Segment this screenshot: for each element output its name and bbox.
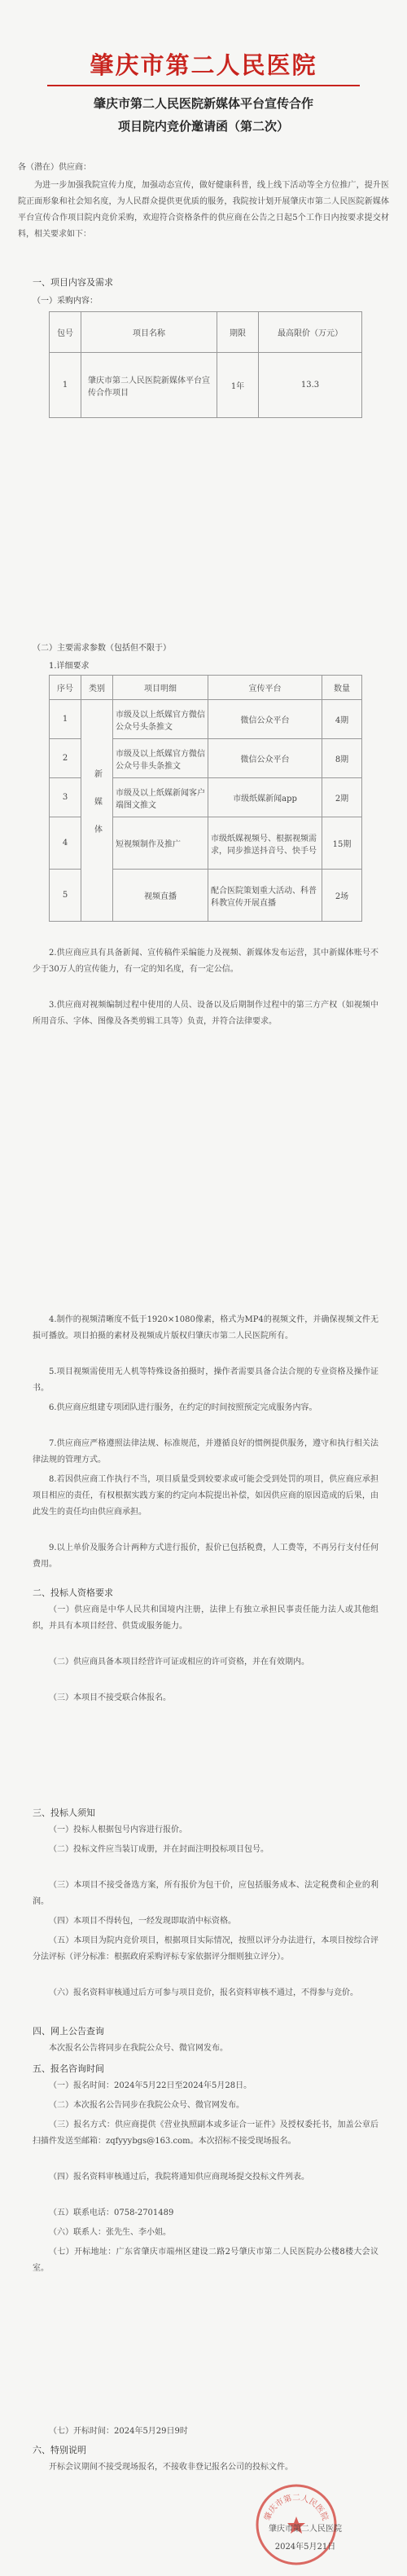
t2-header: 类别 bbox=[81, 676, 113, 700]
registration-publish: （二）本次报名公告同步在我院公众号、微官网发布。 bbox=[49, 2101, 244, 2110]
table-row bbox=[50, 353, 362, 418]
detail-label: 1.详细要求 bbox=[49, 662, 90, 671]
section1-sub2: （二）主要需求参数（包括但不限于） bbox=[33, 644, 171, 653]
requirement-9: 9.以上单价及服务合计两种方式进行报价，报价已包括税费，人工费等，不再另行支付任何费用。 bbox=[33, 1543, 379, 1569]
opening-address: （七）开标地址：广东省肇庆市端州区建设二路2号肇庆市第二人民医院办公楼8楼大会议室。 bbox=[33, 2248, 379, 2273]
requirements-table bbox=[49, 675, 362, 922]
section5-heading: 五、报名咨询时间 bbox=[33, 2063, 104, 2074]
blank-area bbox=[0, 2282, 407, 2420]
section4-heading: 四、网上公告查询 bbox=[33, 2026, 104, 2037]
t2-header: 项目明细 bbox=[113, 676, 208, 700]
requirement-4: 4.制作的视频清晰度不低于1920×1080像素，格式为MP4的视频文件，并确保视频文件无损可播放。项目拍摄的素材及视频成片版权归肇庆市第二人民医院所有。 bbox=[33, 1315, 379, 1341]
t2-header: 序号 bbox=[50, 676, 81, 700]
t1-header: 包号 bbox=[50, 312, 81, 353]
t1-header: 最高限价（万元） bbox=[259, 312, 362, 353]
signature-org: 肇庆市第二人民医院 bbox=[269, 2525, 342, 2534]
requirement-5: 5.项目视频需使用无人机等特殊设备拍摄时，操作者需要具备合法合规的专业资格及操作证书。 bbox=[33, 1367, 379, 1393]
doc-title-line1: 肇庆市第二人民医院新媒体平台宣传合作 bbox=[93, 96, 313, 111]
t2-cell: 市级及以上纸媒新闻客户端图文推文 bbox=[113, 778, 208, 817]
doc-title-line2: 项目院内竞价邀请函（第二次） bbox=[117, 119, 289, 134]
blank-area bbox=[0, 1711, 407, 1801]
t2-cell: 微信公众平台 bbox=[208, 739, 322, 778]
section6-heading: 六、特别说明 bbox=[33, 2445, 86, 2455]
t2-cell: 3 bbox=[50, 778, 81, 817]
section1-sub1: （一）采购内容： bbox=[33, 297, 98, 306]
requirement-8: 8.若因供应商工作执行不当，项目质量受到较要求或可能会受到处罚的项目，供应商应承担项目相应的责任，有权根据实践方案的约定向本院提出补偿，如因供应商的原因造成的后果，由此发生的责任均由供应商承担。 bbox=[33, 1475, 379, 1517]
opening-time: （七）开标时间：2024年5月29日9时 bbox=[49, 2427, 188, 2436]
notice-3: （三）本项目不接受备选方案，所有报价为包干价，应包括服务成本、法定税费和企业的利润。 bbox=[33, 1881, 379, 1906]
t2-cell: 15期 bbox=[322, 817, 362, 870]
qualification-3: （三）本项目不接受联合体报名。 bbox=[49, 1693, 171, 1702]
section6-text: 开标会议期间不接受现场报名，不接收非登记报名公司的投标文件。 bbox=[49, 2463, 293, 2472]
registration-method: （三）报名方式：供应商提供《营业执照副本或多证合一证件》及授权委托书，加盖公章后扫描件发送至邮箱：zqfyyybgs@163.com。本次招标不接受现场报名。 bbox=[33, 2120, 379, 2146]
t2-cell: 2 bbox=[50, 739, 81, 778]
qualification-1: （一）供应商是中华人民共和国境内注册，法律上有独立承担民事责任能力法人或其他组织，并具有本项目经营、供货或服务能力。 bbox=[33, 1605, 379, 1631]
blank-area bbox=[0, 424, 407, 627]
t2-cell: 短视频制作及推广 bbox=[113, 817, 208, 870]
t2-cell: 市级纸媒视频号、根据视频需求，同步推送抖音号、快手号 bbox=[208, 817, 322, 870]
t2-cell: 微信公众平台 bbox=[208, 700, 322, 739]
t2-cell: 5 bbox=[50, 870, 81, 922]
salutation: 各（潜在）供应商： bbox=[18, 163, 91, 172]
t2-cell: 2场 bbox=[322, 870, 362, 922]
section3-heading: 三、投标人须知 bbox=[33, 1808, 95, 1818]
procurement-table bbox=[49, 311, 362, 418]
qualification-2: （二）供应商具备本项目经营许可证或相应的许可资格，并在有效期内。 bbox=[49, 1658, 309, 1667]
t1-header: 项目名称 bbox=[81, 312, 217, 353]
requirement-7: 7.供应商应严格遵照法律法规、标准规范，并遵循良好的惯例提供服务，遵守和执行相关法律法规的管理方式。 bbox=[33, 1439, 379, 1464]
t2-header: 宣传平台 bbox=[208, 676, 322, 700]
letterhead: 肇庆市第二人民医院 bbox=[90, 51, 317, 79]
registration-review: （四）报名资料审核通过后，我院将通知供应商现场提交投标文件列表。 bbox=[49, 2173, 309, 2182]
table-row bbox=[50, 700, 362, 739]
t1-cell: 13.3 bbox=[259, 353, 362, 418]
section4-text: 本次报名公告将同步在我院公众号、微官网发布。 bbox=[49, 2044, 228, 2053]
notice-2: （二）投标文件应当装订成册，并在封面注明投标项目包号。 bbox=[49, 1845, 269, 1854]
signature-date: 2024年5月21日 bbox=[274, 2543, 336, 2552]
intro-paragraph: 为进一步加强我院宣传力度，加强动态宣传，做好健康科普，线上线下活动等全方位推广，提升医院正面形象和社会知名度，为人民群众提供更优质的服务，我院按计划开展肇庆市第二人民医院新媒体平台宣传合作项目院内竞价采购，欢迎符合资格条件的供应商在公告之日起5个工作日内按要求提交材料，相关要求如下： bbox=[18, 181, 389, 239]
letterhead-rule bbox=[47, 85, 360, 86]
registration-time: （一）报名时间：2024年5月22日至2024年5月28日。 bbox=[49, 2081, 252, 2090]
t2-cell: 市级及以上纸媒官方微信公众号非头条推文 bbox=[113, 739, 208, 778]
contact-person: （六）联系人：张先生、李小姐。 bbox=[49, 2228, 171, 2237]
t2-cell: 市级纸媒新闻app bbox=[208, 778, 322, 817]
t2-cell: 4期 bbox=[322, 700, 362, 739]
requirement-6: 6.供应商应组建专项团队进行服务，在约定的时间按照预定完成服务内容。 bbox=[49, 1403, 317, 1412]
notice-5: （五）本项目为院内竞价项目，根据项目实际情况，按照以评分办法进行，本项目按综合评分法评标（评分标准：根据政府采购评标专家依据评分细则独立评分）。 bbox=[33, 1936, 379, 1962]
t2-header: 数量 bbox=[322, 676, 362, 700]
notice-6: （六）报名资料审核通过后方可参与项目竞价，报名资料审核不通过，不得参与竞价。 bbox=[49, 1988, 358, 1997]
t2-cell: 市级及以上纸媒官方微信公众号头条推文 bbox=[113, 700, 208, 739]
t2-cell: 2期 bbox=[322, 778, 362, 817]
t1-cell: 肇庆市第二人民医院新媒体平台宣传合作项目 bbox=[81, 353, 217, 418]
t1-header: 期限 bbox=[217, 312, 259, 353]
requirement-2: 2.供应商应具有具备新闻、宣传稿件采编能力及视频、新媒体发布运营，其中新媒体账号不少于30万人的宣传能力，有一定的知名度，有一定公信。 bbox=[33, 949, 379, 974]
section2-heading: 二、投标人资格要求 bbox=[33, 1587, 113, 1598]
seal-text: 肇庆市第二人民医院 bbox=[263, 2494, 330, 2522]
section1-heading: 一、项目内容及需求 bbox=[33, 277, 113, 288]
t2-category: 新媒体 bbox=[81, 700, 113, 922]
t1-cell: 1 bbox=[50, 353, 81, 418]
blank-area bbox=[0, 1059, 407, 1304]
notice-4: （四）本项目不得转包，一经发现即取消中标资格。 bbox=[49, 1917, 236, 1926]
t2-cell: 视频直播 bbox=[113, 870, 208, 922]
t2-cell: 4 bbox=[50, 817, 81, 870]
t2-cell: 1 bbox=[50, 700, 81, 739]
t2-cell: 配合医院策划重大活动、科普科教宣传开展直播 bbox=[208, 870, 322, 922]
t1-cell: 1年 bbox=[217, 353, 259, 418]
notice-1: （一）投标人根据包号内容进行报价。 bbox=[49, 1825, 187, 1834]
contact-phone: （五）联系电话：0758-2701489 bbox=[49, 2208, 174, 2217]
t2-cell: 8期 bbox=[322, 739, 362, 778]
requirement-3: 3.供应商对视频编制过程中使用的人员、设备以及后期制作过程中的第三方产权（如视频中所用音乐、字体、图像及各类剪辑工具等）负责，并符合法律要求。 bbox=[33, 1001, 379, 1026]
